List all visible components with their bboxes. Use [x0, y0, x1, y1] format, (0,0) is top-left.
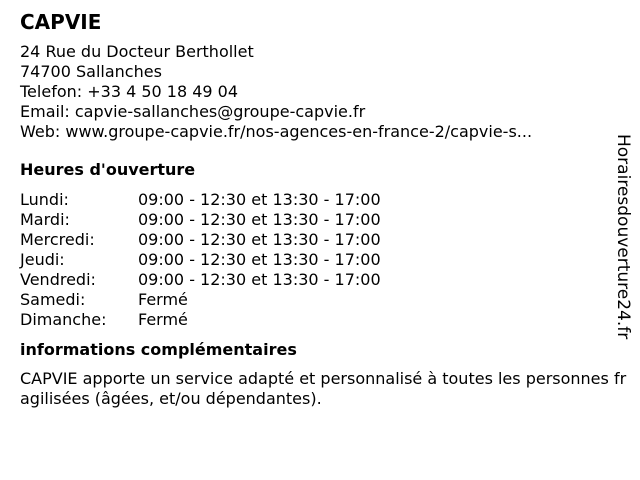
- hours-row-friday: [20, 270, 624, 290]
- day-label: Mardi:: [20, 210, 70, 229]
- hours-row-wednesday: [20, 230, 624, 250]
- email-line: Email: capvie-sallanches@groupe-capvie.fr: [20, 102, 366, 121]
- hours-heading: Heures d'ouverture: [20, 160, 196, 179]
- hours-row-sunday: [20, 310, 624, 330]
- contact-block: [20, 42, 624, 142]
- time-value: 09:00 - 12:30 et 13:30 - 17:00: [138, 270, 381, 289]
- day-label: Jeudi:: [20, 250, 65, 269]
- address-city: 74700 Sallanches: [20, 62, 162, 81]
- web-line: Web: www.groupe-capvie.fr/nos-agences-en-france-2/capvie-s...: [20, 122, 533, 141]
- address-street: 24 Rue du Docteur Berthollet: [20, 42, 254, 61]
- time-value: Fermé: [138, 310, 188, 329]
- business-name: CAPVIE: [20, 10, 102, 34]
- hours-row-thursday: [20, 250, 624, 270]
- hours-table: [20, 190, 624, 330]
- time-value: 09:00 - 12:30 et 13:30 - 17:00: [138, 230, 381, 249]
- time-value: 09:00 - 12:30 et 13:30 - 17:00: [138, 190, 381, 209]
- hours-row-monday: [20, 190, 624, 210]
- day-label: Vendredi:: [20, 270, 96, 289]
- info-text: CAPVIE apporte un service adapté et personnalisé à toutes les personnes fragilisées (âgées, et/ou dépendantes).: [20, 369, 627, 408]
- day-label: Lundi:: [20, 190, 69, 209]
- day-label: Dimanche:: [20, 310, 107, 329]
- hours-row-tuesday: [20, 210, 624, 230]
- day-label: Mercredi:: [20, 230, 95, 249]
- business-card: [20, 10, 627, 409]
- site-watermark: Horairesdouverture24.fr: [613, 134, 633, 340]
- info-heading: informations complémentaires: [20, 340, 297, 359]
- phone-line: Telefon: +33 4 50 18 49 04: [20, 82, 239, 101]
- day-label: Samedi:: [20, 290, 86, 309]
- time-value: 09:00 - 12:30 et 13:30 - 17:00: [138, 210, 381, 229]
- time-value: 09:00 - 12:30 et 13:30 - 17:00: [138, 250, 381, 269]
- hours-row-saturday: [20, 290, 624, 310]
- time-value: Fermé: [138, 290, 188, 309]
